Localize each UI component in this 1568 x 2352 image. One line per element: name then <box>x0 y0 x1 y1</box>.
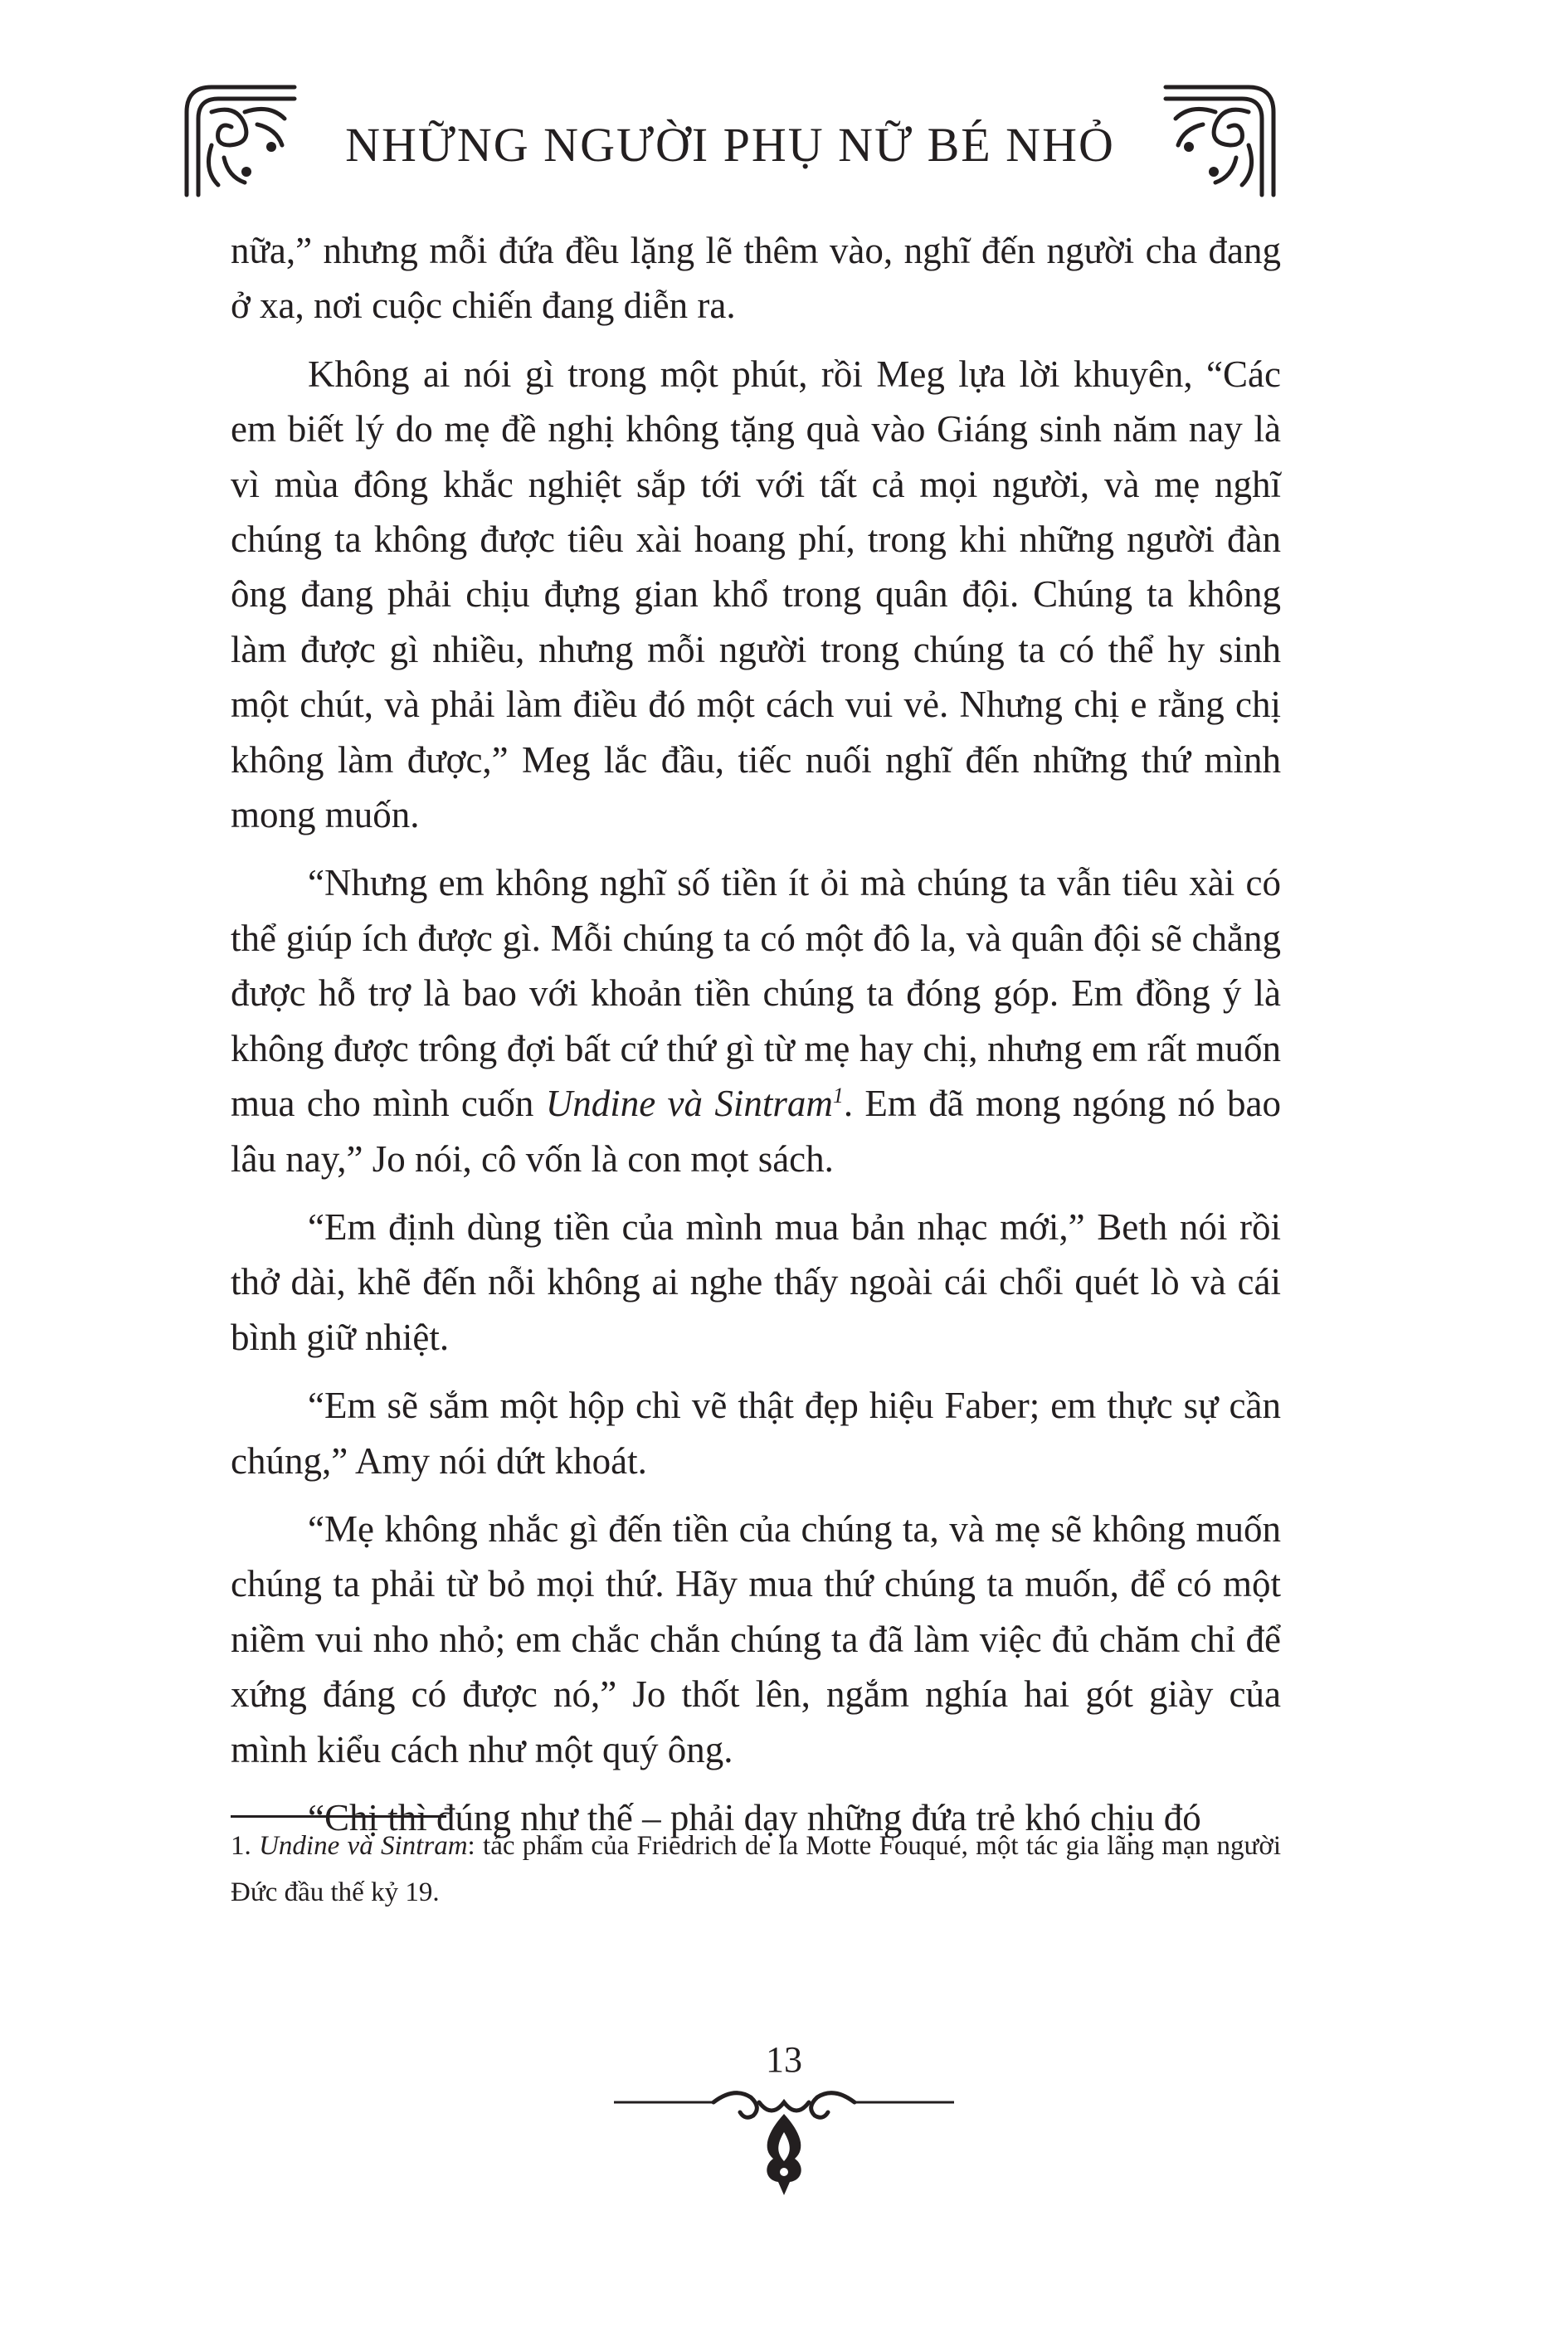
body-text <box>231 223 1281 1845</box>
paragraph-3-text-b: . Em đã mong ngóng nó bao lâu nay,” Jo nói, cô vốn là con mọt sách. <box>231 1083 1281 1180</box>
footnote-title: Undine và Sintram <box>259 1831 468 1861</box>
fleuron-ornament-icon <box>614 2082 954 2199</box>
paragraph-6: “Mẹ không nhắc gì đến tiền của chúng ta, và mẹ sẽ không muốn chúng ta phải từ bỏ mọi thứ. Hãy mua thứ chúng ta muốn, để có một niềm vui nho nhỏ; em chắc chắn chúng ta đã làm việc đủ chăm chỉ để xứng đáng có được nó,” Jo thốt lên, ngắm nghía hai gót giày của mình kiểu cách như một quý ông. <box>231 1507 1281 1770</box>
page-number: 13 <box>766 2039 802 2080</box>
corner-scroll-ornament-left <box>178 79 303 203</box>
paragraph-3-text-a: “Nhưng em không nghĩ số tiền ít ỏi mà chúng ta vẫn tiêu xài có thể giúp ích được gì. Mỗi chúng ta có một đô la, và quân đội sẽ chẳng được hỗ trợ là bao với khoản tiền chúng ta đóng góp. Em đồng ý là không được trông đợi bất cứ thứ gì từ mẹ hay chị, nhưng em rất muốn mua cho mình cuốn <box>231 862 1281 1125</box>
paragraph-3 <box>231 855 1281 1186</box>
paragraph-5: “Em sẽ sắm một hộp chì vẽ thật đẹp hiệu Faber; em thực sự cần chúng,” Amy nói dứt khoát. <box>231 1385 1281 1482</box>
running-head-title: NHỮNG NGƯỜI PHỤ NỮ BÉ NHỎ <box>345 118 1115 172</box>
book-title-italic: Undine và Sintram <box>545 1083 833 1125</box>
paragraph-7: “Chị thì đúng như thế – phải dạy những đứa trẻ khó chịu đó <box>308 1796 1201 1838</box>
footnote <box>231 1823 1281 1916</box>
corner-scroll-ornament-right <box>1157 79 1282 203</box>
footnote-number: 1. <box>231 1831 251 1861</box>
paragraph-2: Không ai nói gì trong một phút, rồi Meg lựa lời khuyên, “Các em biết lý do mẹ đề nghị không tặng quà vào Giáng sinh năm nay là vì mùa đông khắc nghiệt sắp tới với tất cả mọi người, và mẹ nghĩ chúng ta không được tiêu xài hoang phí, trong khi những người đàn ông đang phải chịu đựng gian khổ trong quân đội. Chúng ta không làm được gì nhiều, nhưng mỗi người trong chúng ta có thể hy sinh một chút, và phải làm điều đó một cách vui vẻ. Nhưng chị e rằng chị không làm được,” Meg lắc đầu, tiếc nuối nghĩ đến những thứ mình mong muốn. <box>231 353 1281 836</box>
paragraph-1: nữa,” nhưng mỗi đứa đều lặng lẽ thêm vào, nghĩ đến người cha đang ở xa, nơi cuộc chiến đang diễn ra. <box>231 230 1281 327</box>
footnote-text: : tác phẩm của Friedrich de la Motte Fouqué, một tác gia lãng mạn người Đức đầu thế kỷ 19. <box>231 1831 1282 1907</box>
footnote-reference[interactable]: 1 <box>832 1083 844 1108</box>
footnote-divider <box>231 1815 446 1818</box>
paragraph-4: “Em định dùng tiền của mình mua bản nhạc mới,” Beth nói rồi thở dài, khẽ đến nỗi không ai nghe thấy ngoài cái chổi quét lò và cái bình giữ nhiệt. <box>231 1205 1281 1358</box>
page-header <box>178 79 1282 203</box>
